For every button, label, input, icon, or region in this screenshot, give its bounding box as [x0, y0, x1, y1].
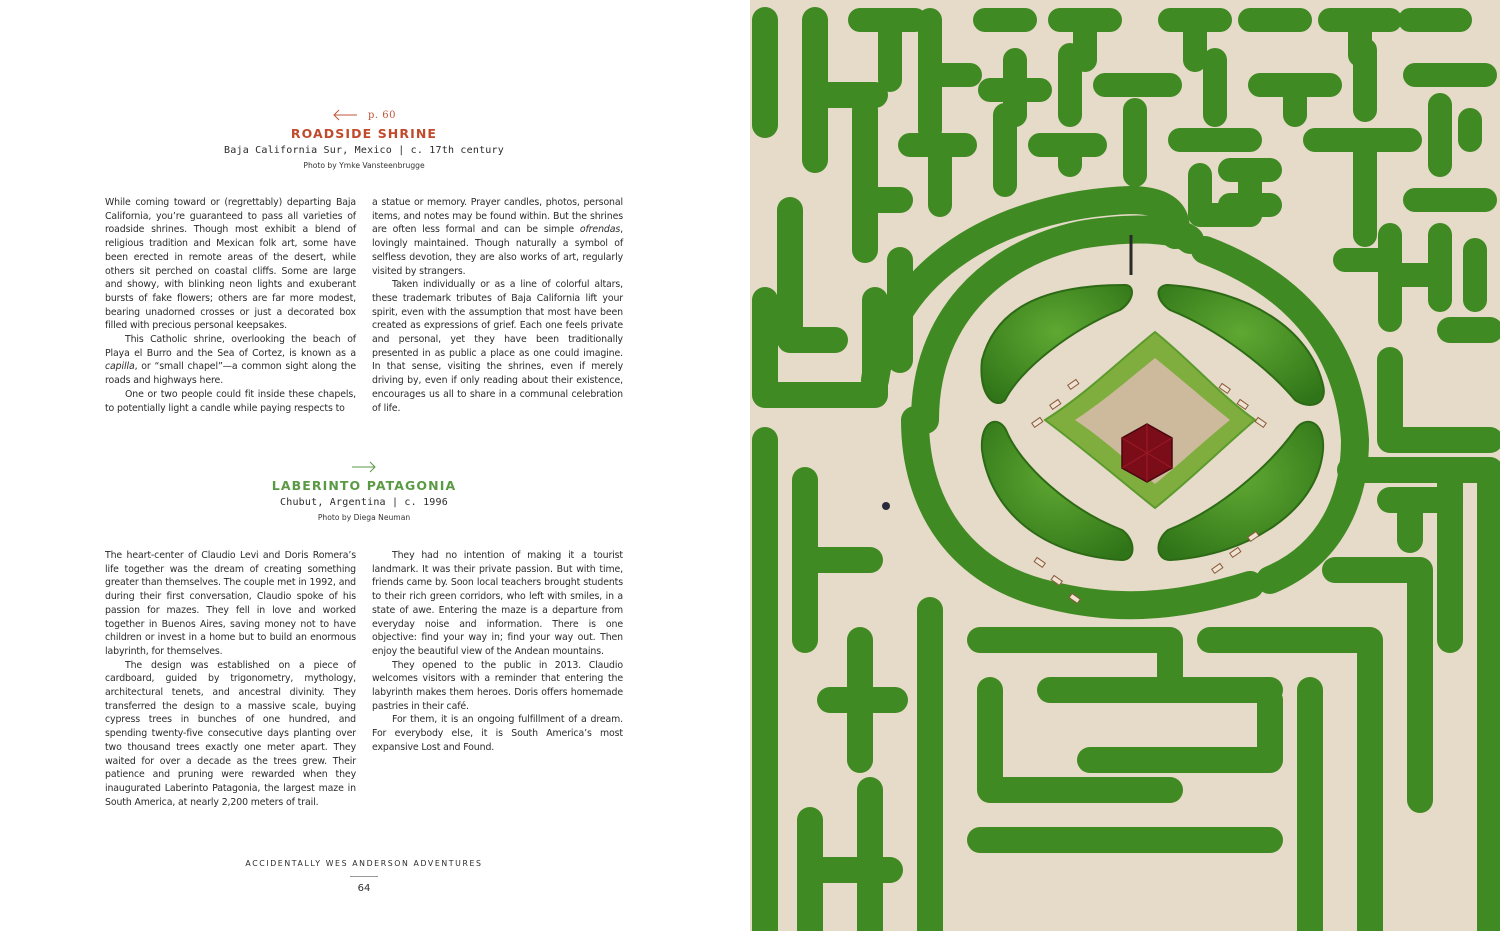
page-reference-link[interactable]: p. 60: [368, 109, 396, 121]
body-paragraph: [372, 713, 623, 754]
body-paragraph: [372, 549, 623, 659]
photo-credit: Photo by Ymke Vansteenbrugge: [303, 161, 425, 170]
body-paragraph: [372, 278, 623, 415]
text-column: [105, 196, 356, 415]
paragraph-text: They had no intention of making it a tourist landmark. It was their private passion. But with time, friends came by. Soon local teachers brought students to their rich green corridors, who left with smiles, in a state of awe. Entering the maze is a departure from everyday noise and information. There is one objective: find your way in; find your way out. Then enjoy the beautiful view of the Andean mountains.: [372, 550, 623, 657]
page-reference-row: [105, 460, 623, 474]
text-column: [105, 549, 356, 809]
body-paragraph: [105, 333, 356, 388]
paragraph-text: This Catholic shrine, overlooking the beach of Playa el Burro and the Sea of Cortez, is known as a: [105, 334, 356, 359]
paragraph-text: The heart-center of Claudio Levi and Doris Romera’s life together was the dream of creating something greater than themselves. The couple met in 1992, and during their first conversation, Claudio spoke of his passion for mazes. They fell in love and worked together in Buenos Aires, saving money not to have children or invest in a home but to build an enormous labyrinth, for themselves.: [105, 550, 356, 657]
paragraph-text: One or two people could fit inside these chapels, to potentially light a candle while paying respects to: [105, 388, 356, 414]
body-paragraph: [105, 388, 356, 415]
body-paragraph: [105, 196, 356, 333]
italic-term: capilla: [105, 361, 135, 373]
maze-photo: [750, 0, 1500, 931]
paragraph-text: Taken individually or as a line of colorful altars, these trademark tributes of Baja California lift your spirit, even with the assumption that most have been created as expressions of grief. Each one feels private and personal, yet they have been traditionally presented in as public a place as one could imagine. In that sense, visiting the shrines, even if merely driving by, even if only reading about their existence, encourages us all to share in a communal celebration of life.: [372, 279, 623, 414]
photo-credit: Photo by Diega Neuman: [317, 513, 411, 522]
arrow-left-icon: [332, 109, 358, 121]
paragraph-text: , or “small chapel”—a common sight along the roads and highways here.: [105, 361, 356, 387]
body-paragraph: [105, 659, 356, 810]
text-column: [372, 196, 623, 415]
entry-header-laberinto-patagonia: [105, 460, 623, 522]
italic-term: ofrendas: [579, 224, 621, 236]
page-reference-row: [105, 108, 623, 122]
text-column: [372, 549, 623, 809]
paragraph-text: The design was established on a piece of cardboard, guided by trigonometry, mythology, architectural tenets, and ancestral divinity. They transferred the design to a massive scale, buying cypress trees in bunches of one hundred, and spending twenty-five consecutive days planting over two thousand trees exactly one meter apart. They waited for over a decade as the trees grew. Their patience and pruning were rewarded when they inaugurated Laberinto Patagonia, the largest maze in South America, at nearly 2,200 meters of trail.: [105, 659, 356, 808]
footer-divider: [350, 876, 378, 877]
entry-title: LABERINTO PATAGONIA: [271, 478, 457, 493]
page-number: 64: [357, 883, 371, 894]
entry-body-roadside-shrine: [105, 196, 623, 415]
paragraph-text: They opened to the public in 2013. Claudio welcomes visitors with a reminder that entering the labyrinth makes them heroes. Doris offers homemade pastries in their café.: [372, 659, 623, 712]
page-footer: [105, 859, 623, 894]
entry-title: ROADSIDE SHRINE: [290, 126, 438, 141]
paragraph-text: a statue or memory. Prayer candles, photos, personal items, and notes may be found within. But the shrines are often less formal and can be simple: [372, 197, 623, 236]
paragraph-text: , lovingly maintained. Though naturally a symbol of selfless devotion, they are also works of art, regularly visited by strangers.: [372, 224, 623, 277]
maze-aerial-photo-image: [750, 0, 1500, 931]
entry-header-roadside-shrine: [105, 108, 623, 170]
paragraph-text: For them, it is an ongoing fulfillment of a dream. For everybody else, it is South America’s most expansive Lost and Found.: [372, 714, 623, 753]
arrow-right-icon: [351, 461, 377, 473]
entry-body-laberinto-patagonia: [105, 549, 623, 809]
entry-location: Baja California Sur, Mexico | c. 17th century: [224, 145, 504, 156]
entry-location: Chubut, Argentina | c. 1996: [280, 497, 448, 508]
running-footer: ACCIDENTALLY WES ANDERSON ADVENTURES: [245, 859, 483, 868]
body-paragraph: [372, 196, 623, 278]
body-paragraph: [105, 549, 356, 659]
paragraph-text: While coming toward or (regrettably) departing Baja California, you’re guaranteed to pass all varieties of roadside shrines. Though most exhibit a blend of religious tradition and Mexican folk art, some have been erected in remote areas of the desert, while others sit perched on coastal cliffs. Some are large and showy, with blinking neon lights and exuberant bursts of fake flowers; others are far more modest, bearing unadorned crosses or just a decorated box filled with precious personal keepsakes.: [105, 197, 356, 332]
body-paragraph: [372, 659, 623, 714]
